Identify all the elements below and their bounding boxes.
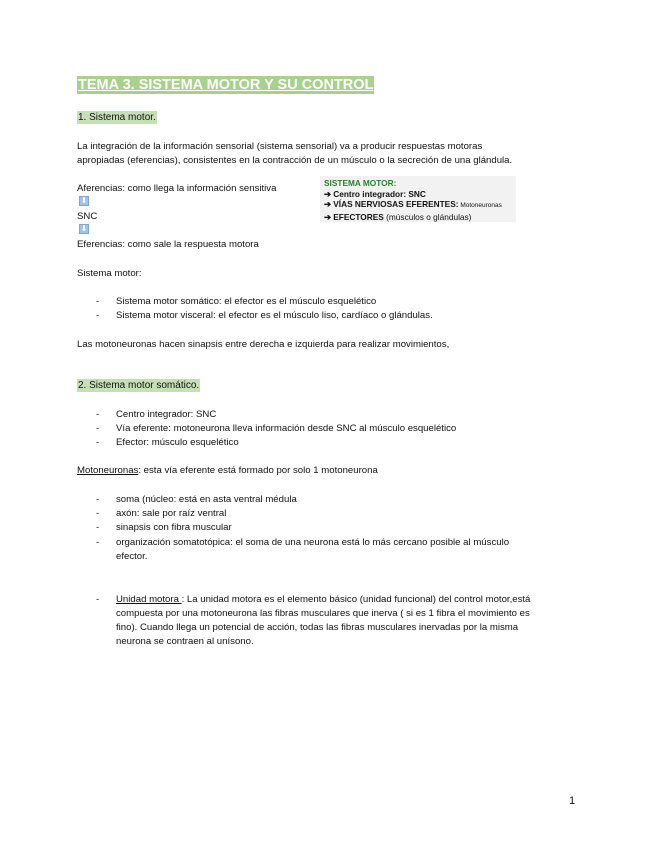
aferencias-text: Aferencias: como llega la información sensitiva — [77, 183, 277, 194]
summary-box-line-1: ➔ Centro integrador: SNC — [324, 188, 426, 199]
unidad-motora-line-3: fino). Cuando llega un potencial de acción, todas las fibras musculares inervadas por la misma — [116, 622, 519, 633]
list-bullet: - — [96, 310, 100, 321]
summary-box-line-2-label: ➔ VÍAS NERVIOSAS EFERENTES: — [324, 199, 459, 210]
unidad-motora-term: Unidad motora — [116, 594, 182, 605]
list-bullet: - — [96, 423, 100, 434]
motoneuronas-definition — [77, 464, 378, 477]
list-item: soma (núcleo: está en asta ventral médula — [116, 494, 297, 505]
summary-box-line-2-detail: Motoneuronas — [458, 202, 502, 210]
list-bullet: - — [96, 594, 100, 605]
motoneuronas-sentence: Las motoneuronas hacen sinapsis entre derecha e izquierda para realizar movimientos, — [77, 339, 450, 350]
document-title: TEMA 3. SISTEMA MOTOR Y SU CONTROL — [78, 77, 374, 93]
list-bullet: - — [96, 494, 100, 505]
down-arrow-glyph: ⬇ — [80, 224, 88, 233]
list-bullet: - — [96, 508, 100, 519]
page-number: 1 — [569, 795, 576, 807]
list-bullet: - — [96, 296, 100, 307]
list-item: Sistema motor visceral: el efector es el músculo liso, cardíaco o glándulas. — [116, 310, 433, 321]
motoneuronas-term: Motoneuronas — [77, 465, 139, 476]
section-heading-2: 2. Sistema motor somático. — [78, 380, 200, 391]
down-arrow-glyph: ⬇ — [80, 196, 88, 205]
list-bullet: - — [96, 522, 100, 533]
summary-box-line-3-detail: (músculos o glándulas) — [383, 211, 472, 222]
summary-box-heading: SISTEMA MOTOR: — [324, 178, 397, 188]
summary-box-line-2 — [324, 199, 512, 212]
list-item: Sistema motor somático: el efector es el músculo esquelético — [116, 296, 377, 307]
down-arrow-icon — [79, 224, 89, 234]
summary-box — [320, 176, 516, 222]
intro-line-1: La integración de la información sensorial (sistema sensorial) va a producir respuestas motoras — [77, 141, 483, 152]
summary-box-line-3-label: ➔ EFECTORES — [324, 211, 384, 222]
list-item: sinapsis con fibra muscular — [116, 522, 232, 533]
sistema-motor-label: Sistema motor: — [77, 268, 142, 279]
unidad-motora-line-1-text: : La unidad motora es el elemento básico (unidad funcional) del control motor,está — [181, 594, 531, 605]
section-heading-1: 1. Sistema motor. — [78, 112, 156, 123]
summary-box-line-3 — [324, 212, 512, 223]
unidad-motora-line-2: compuesta por una motoneurona las fibras musculares que inerva ( si es 1 fibra el movimiento es — [116, 608, 530, 619]
list-bullet: - — [96, 537, 100, 548]
list-item: Vía eferente: motoneurona lleva información desde SNC al músculo esquelético — [116, 423, 457, 434]
unidad-motora-line-4: neurona se contraen al unísono. — [116, 636, 254, 647]
unidad-motora-line-1 — [116, 593, 530, 606]
motoneuronas-description: : esta vía eferente está formado por solo 1 motoneurona — [138, 465, 378, 476]
snc-text: SNC — [77, 211, 98, 222]
list-item: organización somatotópica: el soma de una neurona está lo más cercano posible al músculo — [116, 537, 510, 548]
intro-line-2: apropiadas (eferencias), consistentes en la contracción de un músculo o la secreción de una glándula. — [77, 155, 513, 166]
list-item: Efector: músculo esquelético — [116, 437, 239, 448]
list-bullet: - — [96, 437, 100, 448]
list-item: axón: sale por raíz ventral — [116, 508, 227, 519]
list-item: Centro integrador: SNC — [116, 409, 217, 420]
down-arrow-icon — [79, 196, 89, 206]
eferencias-text: Eferencias: como sale la respuesta motora — [77, 239, 259, 250]
list-item-continuation: efector. — [116, 551, 148, 562]
list-bullet: - — [96, 409, 100, 420]
